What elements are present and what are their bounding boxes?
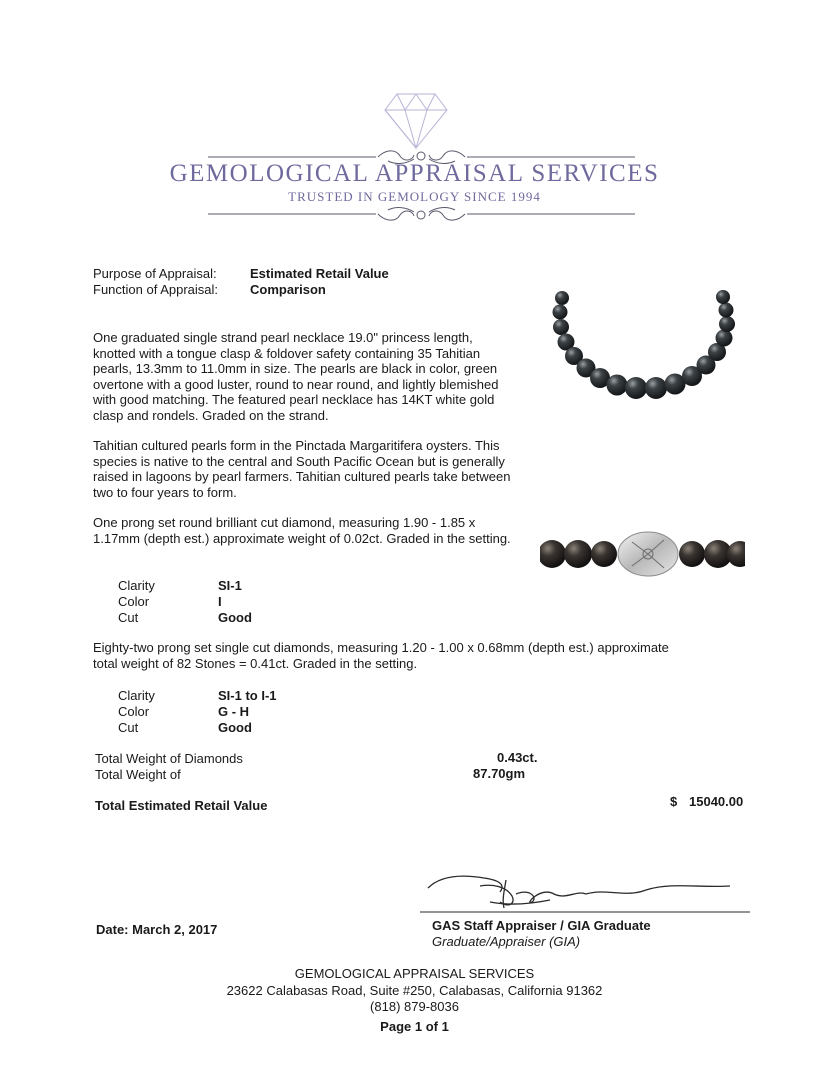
pearl-necklace-image xyxy=(540,288,745,413)
accent-diamonds-description: Eighty-two prong set single cut diamonds, measuring 1.20 - 1.00 x 0.68mm (depth est.) approximate total weight of 82 Stones = 0.41ct. Graded in the setting. xyxy=(93,640,669,671)
cut-label: Cut xyxy=(118,610,139,625)
appraisal-date: Date: March 2, 2017 xyxy=(96,922,218,937)
color-value: G - H xyxy=(218,704,250,719)
color-label: Color xyxy=(118,594,150,609)
total-diamond-weight-label: Total Weight of Diamonds xyxy=(95,751,243,766)
footer-address: 23622 Calabasas Road, Suite #250, Calabasas, California 91362 xyxy=(226,983,603,998)
total-retail-value-label: Total Estimated Retail Value xyxy=(95,798,268,813)
header-flourish-bottom xyxy=(208,204,635,224)
total-weight-label: Total Weight of xyxy=(95,767,181,782)
tahitian-pearl-info: Tahitian cultured pearls form in the Pinctada Margaritifera oysters. This species is native to the central and South Pacific Ocean but is generally raised in lagoons by pearl farmers. Tahitian cultured pearls take between two to four years to form. xyxy=(93,438,511,500)
appraiser-name: GAS Staff Appraiser / GIA Graduate xyxy=(432,918,651,933)
function-label: Function of Appraisal: xyxy=(93,282,219,297)
footer-company: GEMOLOGICAL APPRAISAL SERVICES xyxy=(294,966,535,981)
color-value: I xyxy=(218,594,222,609)
cut-label: Cut xyxy=(118,720,139,735)
pearl-clasp-image xyxy=(540,518,745,590)
clarity-label: Clarity xyxy=(118,578,155,593)
color-label: Color xyxy=(118,704,150,719)
appraiser-signature xyxy=(420,866,750,914)
diamond-icon xyxy=(383,92,449,150)
clarity-label: Clarity xyxy=(118,688,155,703)
total-diamond-weight-value: 0.43ct. xyxy=(497,750,538,765)
function-value: Comparison xyxy=(250,282,326,297)
appraiser-title: Graduate/Appraiser (GIA) xyxy=(432,934,581,949)
center-diamond-description: One prong set round brilliant cut diamond, measuring 1.90 - 1.85 x 1.17mm (depth est.) approximate weight of 0.02ct. Graded in the setting. xyxy=(93,515,511,546)
purpose-value: Estimated Retail Value xyxy=(250,266,389,281)
footer-phone: (818) 879-8036 xyxy=(370,999,459,1014)
clarity-value: SI-1 to I-1 xyxy=(218,688,277,703)
purpose-label: Purpose of Appraisal: xyxy=(93,266,217,281)
cut-value: Good xyxy=(218,720,252,735)
cut-value: Good xyxy=(218,610,252,625)
page-number: Page 1 of 1 xyxy=(380,1019,449,1034)
total-weight-value: 87.70gm xyxy=(473,766,526,781)
clarity-value: SI-1 xyxy=(218,578,242,593)
currency-symbol: $ xyxy=(670,794,678,809)
pearl-description: One graduated single strand pearl necklace 19.0" princess length, knotted with a tongue clasp & foldover safety containing 35 Tahitian pearls, 13.3mm to 11.0mm in size. The pearls are black in color, green overtone with a good luster, round to near round, and lightly blemished with good matching. The featured pearl necklace has 14KT white gold clasp and rondels. Graded on the strand. xyxy=(93,330,499,423)
company-name: GEMOLOGICAL APPRAISAL SERVICES xyxy=(169,160,660,187)
total-retail-value: 15040.00 xyxy=(689,794,744,809)
company-tagline: TRUSTED IN GEMOLOGY SINCE 1994 xyxy=(288,189,541,204)
